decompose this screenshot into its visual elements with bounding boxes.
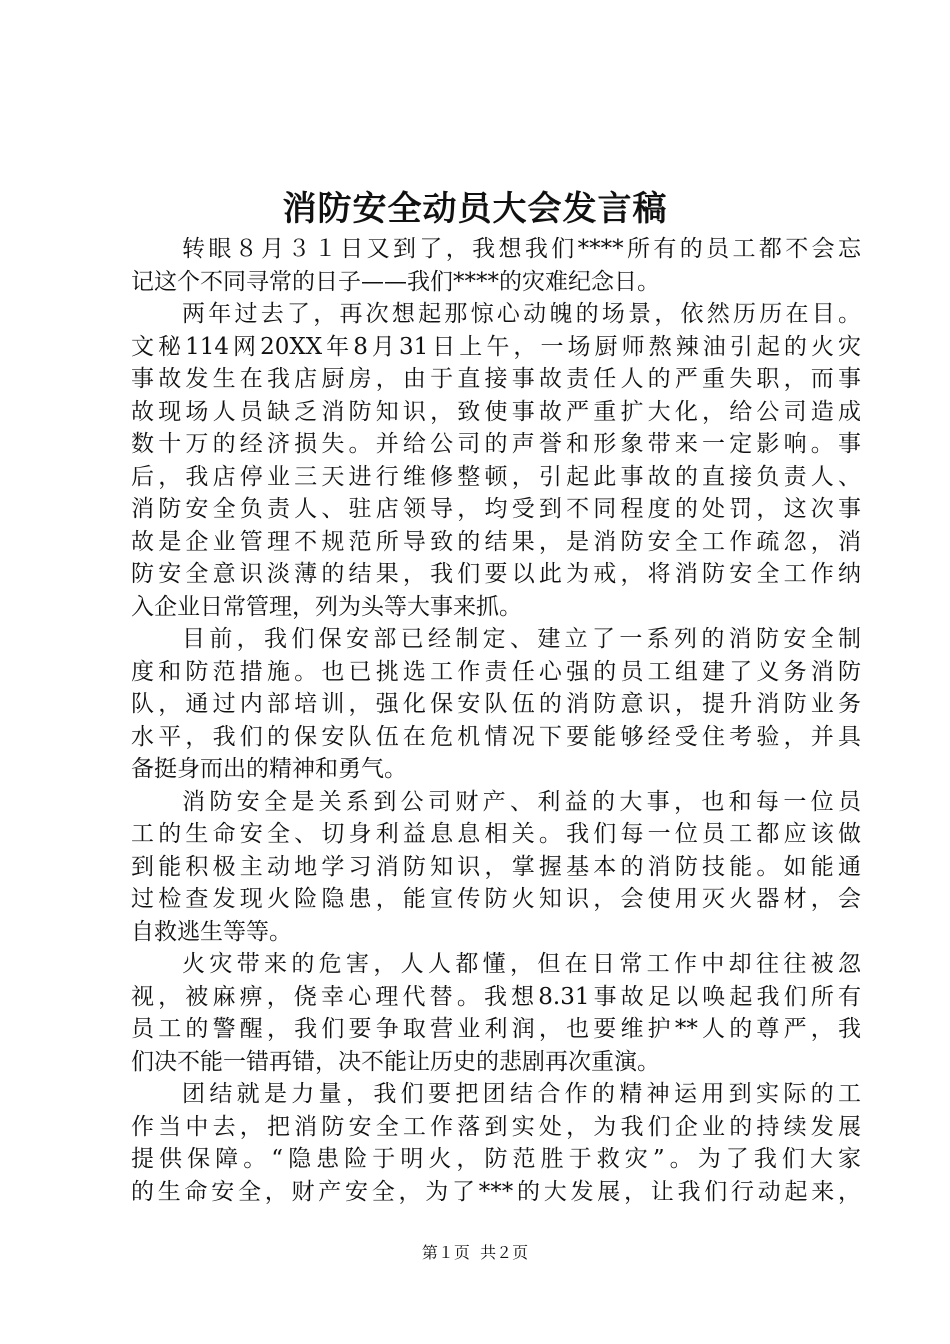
- body-line: 事故发生在我店厨房，由于直接事故责任人的严重失职，而事: [131, 366, 861, 392]
- body-line: 到能积极主动地学习消防知识，掌握基本的消防技能。如能通: [131, 853, 861, 880]
- body-line: 作当中去，把消防安全工作落到实处，为我们企业的持续发展: [131, 1113, 861, 1140]
- body-line: 队，通过内部培训，强化保安队伍的消防意识，提升消防业务: [131, 691, 861, 717]
- body-line: 工的生命安全、切身利益息息相关。我们每一位员工都应该做: [131, 821, 861, 847]
- body-line: 火灾带来的危害，人人都懂，但在日常工作中却往往被忽: [182, 951, 861, 977]
- body-line: 消防安全负责人、驻店领导，均受到不同程度的处罚，这次事: [131, 496, 861, 522]
- body-line: 过检查发现火险隐患，能宣传防火知识，会使用灭火器材，会: [131, 886, 861, 912]
- body-line: 目前，我们保安部已经制定、建立了一系列的消防安全制: [182, 626, 861, 652]
- body-line: 转眼８月３１日又到了，我想我们****所有的员工都不会忘: [182, 236, 861, 262]
- body-line: 的生命安全，财产安全，为了***的大发展，让我们行动起来，: [131, 1178, 861, 1205]
- body-line: 后，我店停业三天进行维修整顿，引起此事故的直接负责人、: [131, 463, 861, 490]
- body-line: 备挺身而出的精神和勇气。: [131, 756, 407, 782]
- body-line: 两年过去了，再次想起那惊心动魄的场景，依然历历在目。: [182, 301, 861, 327]
- body-line: 提供保障。“隐患险于明火，防范胜于救灾”。为了我们大家: [131, 1146, 861, 1172]
- body-line: 数十万的经济损失。并给公司的声誉和形象带来一定影响。事: [131, 431, 861, 457]
- body-line: 记这个不同寻常的日子——我们****的灾难纪念日。: [131, 268, 660, 295]
- body-line: 度和防范措施。也已挑选工作责任心强的员工组建了义务消防: [131, 658, 861, 685]
- document-title: 消防安全动员大会发言稿: [282, 189, 668, 229]
- body-line: 们决不能一错再错，决不能让历史的悲剧再次重演。: [131, 1048, 660, 1075]
- body-line: 视，被麻痹，侥幸心理代替。我想8.31事故足以唤起我们所有: [131, 983, 861, 1010]
- body-line: 员工的警醒，我们要争取营业利润，也要维护**人的尊严，我: [131, 1016, 861, 1042]
- body-line: 故现场人员缺乏消防知识，致使事故严重扩大化，给公司造成: [131, 398, 861, 425]
- document-body: [131, 233, 861, 1208]
- page-number-footer: 第１页 共２页: [421, 1243, 529, 1262]
- body-line: 自救逃生等等。: [131, 918, 292, 945]
- body-line: 水平，我们的保安队伍在危机情况下要能够经受住考验，并具: [131, 723, 861, 750]
- body-line: 故是企业管理不规范所导致的结果，是消防安全工作疏忽，消: [131, 528, 861, 555]
- body-line: 消防安全是关系到公司财产、利益的大事，也和每一位员: [182, 788, 861, 815]
- body-line: 文秘114网20XX年8月31日上午，一场厨师熬辣油引起的火灾: [131, 333, 861, 360]
- body-line: 防安全意识淡薄的结果，我们要以此为戒，将消防安全工作纳: [131, 561, 861, 587]
- body-line: 入企业日常管理，列为头等大事来抓。: [131, 593, 522, 620]
- body-line: 团结就是力量，我们要把团结合作的精神运用到实际的工: [182, 1081, 861, 1107]
